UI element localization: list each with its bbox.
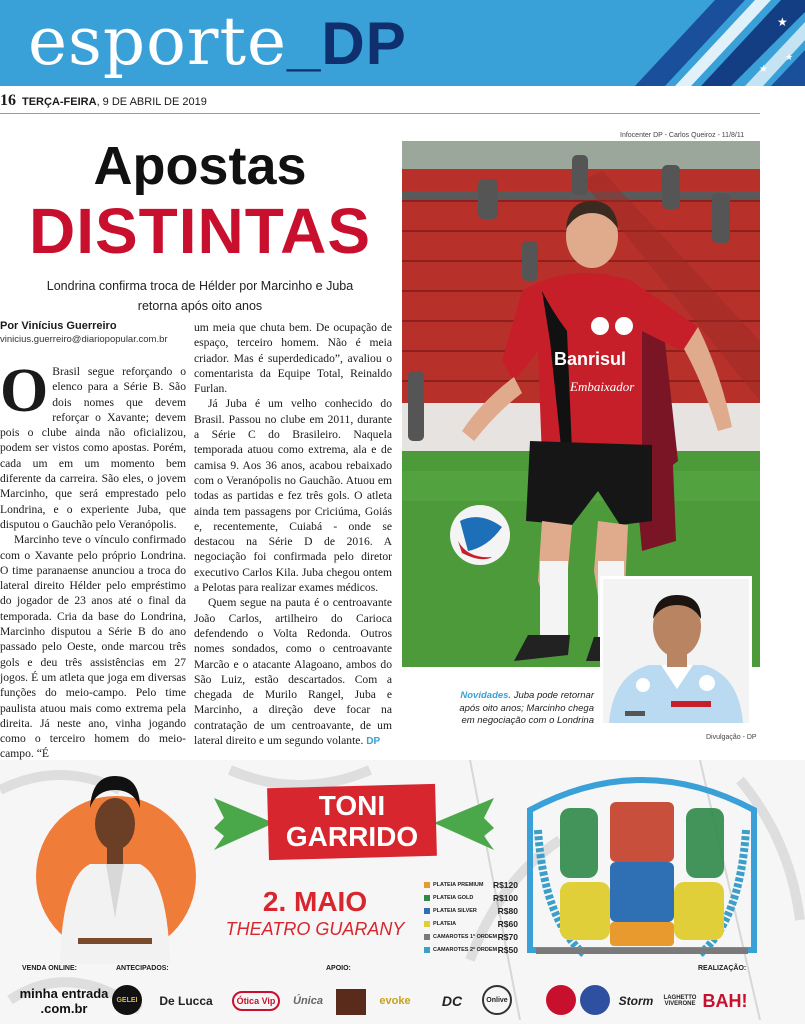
sponsor-logo: De Lucca bbox=[159, 994, 213, 1008]
sponsor-logo: LAGHETTO VIVERONE bbox=[663, 995, 697, 1007]
seating-map bbox=[524, 770, 760, 964]
sponsor-logo: Onlive bbox=[482, 985, 512, 1015]
sponsor-logo: Storm bbox=[618, 994, 654, 1008]
article-column-2 bbox=[194, 320, 392, 749]
price-value: R$100 bbox=[492, 893, 518, 903]
sponsor-logo: BAH! bbox=[702, 990, 748, 1011]
end-mark: DP bbox=[366, 736, 381, 748]
artist-name: TONI GARRIDO bbox=[285, 790, 419, 852]
drop-cap: O bbox=[0, 357, 49, 425]
caption-keyword: Novidades. bbox=[460, 690, 512, 701]
subheadline: Londrina confirma troca de Hélder por Marcinho e Juba retorna após oito anos bbox=[46, 279, 354, 313]
price-row bbox=[424, 880, 518, 893]
label-support: APOIO: bbox=[326, 965, 351, 972]
price-swatch bbox=[424, 908, 430, 914]
price-row bbox=[424, 906, 518, 919]
price-value: R$60 bbox=[497, 919, 518, 929]
label-advance: ANTECIPADOS: bbox=[116, 965, 169, 972]
price-row bbox=[424, 919, 518, 932]
price-name: PLATEIA PREMIUM bbox=[433, 882, 484, 888]
price-swatch bbox=[424, 882, 430, 888]
section-mark: _DP bbox=[287, 10, 407, 77]
article-column-1 bbox=[0, 357, 186, 762]
price-value: R$70 bbox=[497, 932, 518, 942]
shirt-sponsor-2: Embaixador bbox=[570, 379, 635, 394]
price-row bbox=[424, 945, 518, 958]
price-name: CAMAROTES 1ª ORDEM bbox=[433, 934, 498, 940]
sponsor-logo: evoke bbox=[379, 995, 411, 1007]
paragraph: Quem segue na pauta é o centroavante João Carlos, artilheiro do Carioca defendendo o Volta Redonda. Outros nomes sondados, como o centroavante Marcão e o atacante Alagoano, ambos do São Luiz, estão descartados. Com a chegada de Murilo Rangel, Juba e Marcinho, a direção deve focar na contratação de um centroavante, de um lateral direito e um segundo volante. DP bbox=[194, 596, 392, 748]
sponsor-logo bbox=[580, 985, 610, 1015]
sponsor-logo: Única bbox=[293, 995, 323, 1007]
paragraph: Já Juba é um velho conhecido do Brasil. Passou no clube em 2011, durante a Série C do Brasileiro. Naquela temporada atuou como extrema, ala e de camisa 9. Aos 36 anos, acabou rebaixado com o Veranópolis no Gauchão. Atuou em todas as partidas e fez três gols. O atleta ainda tem passagens por Criciúma, Goiás e, recentemente, Cuiabá - onde se destacou na Série D de 2016. A negociação foi confirmada pelo diretor executivo Carlos Kila. Juba chegou ontem a Pelotas para realizar exames médicos. bbox=[194, 397, 392, 595]
svg-text:★: ★ bbox=[785, 52, 794, 62]
artist-photo bbox=[50, 768, 180, 964]
price-name: PLATEIA SILVER bbox=[433, 908, 477, 914]
section-logo bbox=[28, 0, 407, 86]
price-swatch bbox=[424, 934, 430, 940]
price-value: R$80 bbox=[497, 906, 518, 916]
section-header bbox=[0, 0, 805, 86]
show-date: 2. MAIO bbox=[262, 886, 368, 917]
sponsor-logo: GELEI bbox=[112, 985, 142, 1015]
label-online: VENDA ONLINE: bbox=[22, 965, 77, 972]
date: , 9 DE ABRIL DE 2019 bbox=[96, 96, 207, 108]
price-swatch bbox=[424, 947, 430, 953]
inset-photo bbox=[600, 576, 752, 726]
player-portrait bbox=[603, 579, 749, 723]
price-value: R$120 bbox=[492, 880, 518, 890]
concert-advertisement bbox=[0, 760, 805, 1024]
byline: Por Vinícius Guerreiro bbox=[0, 320, 117, 332]
show-venue: THEATRO GUARANY bbox=[225, 919, 405, 939]
shirt-sponsor: Banrisul bbox=[554, 349, 627, 369]
paragraph: O Brasil segue reforçando o elenco para a Série B. São dois nomes que devem reforçar o Xavante; devem pois o clube ainda não oficializou, podem ser vistos como apostas. Porém, cada um em um momento bem diferente da carreira. São eles, o jovem Marcinho, que será emprestado pelo Londrina, e o experiente Juba, que disputou o Gauchão pelo Veranópolis. bbox=[0, 357, 186, 531]
author-email: vinicius.guerreiro@diariopopular.com.br bbox=[0, 334, 168, 345]
price-name: PLATEIA GOLD bbox=[433, 895, 474, 901]
sponsor-logo: DC bbox=[441, 993, 463, 1009]
photo-caption bbox=[444, 690, 594, 728]
price-row bbox=[424, 893, 518, 906]
main-photo-credit: Infocenter DP - Carlos Queiroz - 11/8/11 bbox=[620, 132, 745, 139]
price-list bbox=[424, 880, 518, 958]
sponsor-logos bbox=[10, 985, 800, 1021]
page-number: 16 bbox=[0, 92, 16, 109]
price-name: CAMAROTES 2ª ORDEM bbox=[433, 947, 498, 953]
paragraph: Marcinho teve o vínculo confirmado com o Xavante pelo próprio Londrina. O time paranaense anunciou a troca do lateral direito Hélder pelo empréstimo do jogador de 23 anos até o final da temporada. Cria da base do Londrina, Marcinho disputou a Série B do ano passado pelo Oeste, onde marcou três gols e deu três assistências em 27 jogos. É um atleta que joga em diversas funções do meio-campo. Pelo time paulista atuou mais como extrema pela direita. Já neste ano, vinha jogando como o terceiro homem do meio-campo. “É bbox=[0, 533, 186, 761]
headline-line2: DISTINTAS bbox=[28, 195, 372, 267]
svg-text:★: ★ bbox=[777, 15, 788, 29]
label-realization: REALIZAÇÃO: bbox=[698, 965, 747, 972]
sponsor-logo: minha entrada .com.br bbox=[19, 986, 109, 1016]
inset-photo-credit: Divulgação - DP bbox=[706, 734, 757, 741]
svg-text:★: ★ bbox=[759, 64, 768, 75]
headline-line1: Apostas bbox=[93, 136, 307, 196]
sponsor-logo bbox=[546, 985, 576, 1015]
price-value: R$50 bbox=[497, 945, 518, 955]
price-row bbox=[424, 932, 518, 945]
price-name: PLATEIA bbox=[433, 921, 457, 927]
price-swatch bbox=[424, 895, 430, 901]
weekday: TERÇA-FEIRA bbox=[22, 96, 97, 108]
header-stripes bbox=[545, 0, 805, 86]
sponsor-logo bbox=[336, 989, 366, 1015]
section-name: esporte bbox=[28, 3, 288, 80]
paragraph: um meia que chuta bem. De ocupação de espaço, terceiro homem. Não é meia criador. Mas é superdedicado”, avaliou o comentarista da Equipe Total, Reinaldo Furlan. bbox=[194, 321, 392, 396]
price-swatch bbox=[424, 921, 430, 927]
sponsor-logo: Ótica Vip bbox=[232, 991, 280, 1011]
sponsor-logo bbox=[518, 985, 542, 1017]
dateline bbox=[0, 92, 760, 114]
caption-text: Juba pode retornar após oito anos; Marcinho chega em negociação com o Londrina bbox=[459, 690, 594, 726]
